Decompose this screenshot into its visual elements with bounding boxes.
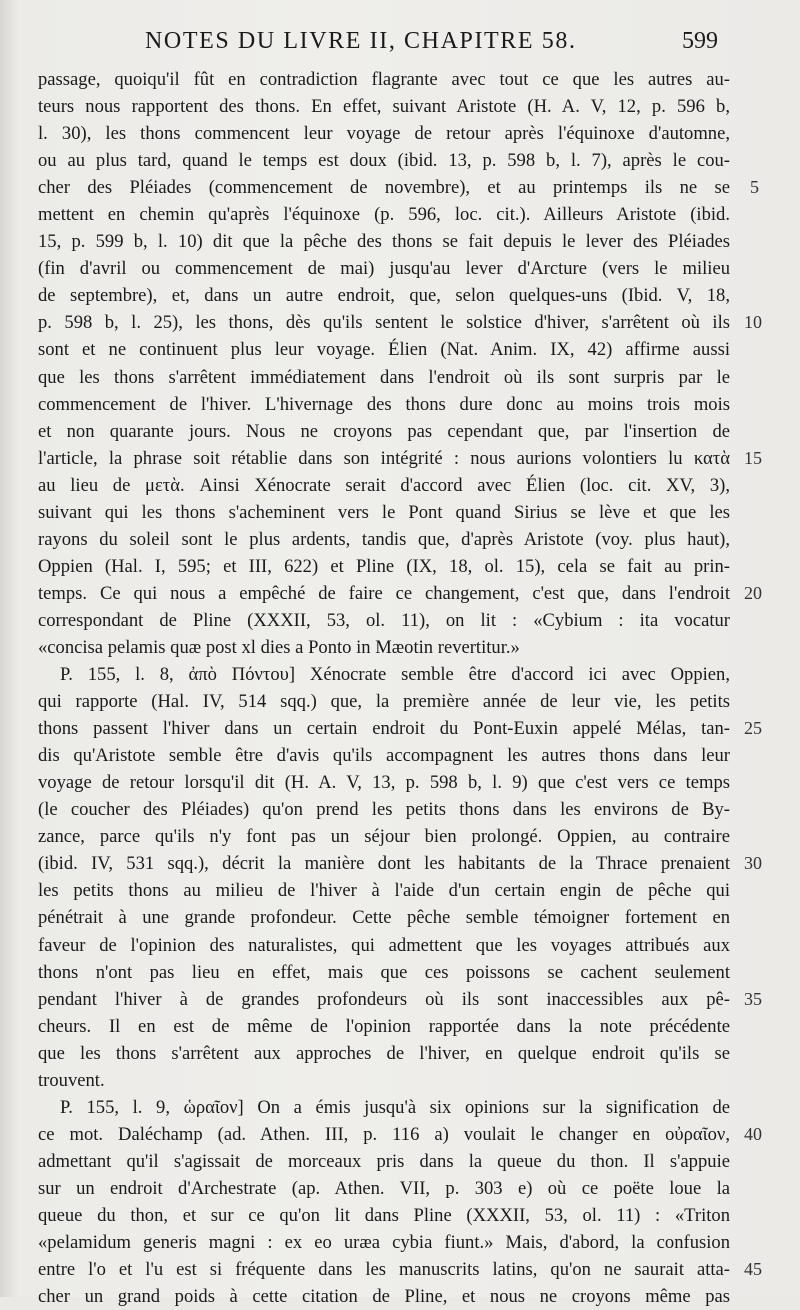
text-line: suivant qui les thons s'acheminent vers le Pont quand Sirius se lève et que les: [38, 501, 730, 523]
text-line: faveur de l'opinion des naturalistes, qui admettent que les voyages attribués aux: [38, 934, 730, 956]
page-header: [0, 22, 800, 62]
text-line: voyage de retour lorsqu'il dit (H. A. V, 13, p. 598 b, l. 9) que c'est vers ce temps: [38, 772, 730, 794]
text-line: dis qu'Aristote semble être d'avis qu'ils accompagnent les autres thons dans leur: [38, 745, 730, 767]
text-line: et non quarante jours. Nous ne croyons pas cependant que, par l'insertion de: [38, 420, 730, 442]
line-number: 45: [744, 1259, 762, 1280]
text-line: P. 155, l. 9, ὡραῖον] On a émis jusqu'à six opinions sur la signification de: [60, 1096, 730, 1118]
line-number: 25: [744, 718, 762, 739]
text-line: passage, quoiqu'il fût en contradiction flagrante avec tout ce que les autres au-: [38, 69, 730, 90]
text-line: P. 155, l. 8, ἀπὸ Πόντου] Xénocrate semble être d'accord ici avec Oppien,: [60, 664, 730, 686]
text-line: zance, parce qu'ils n'y font pas un séjour bien prolongé. Oppien, au contraire: [38, 826, 730, 848]
line-number: 20: [744, 582, 762, 603]
text-line: mettent en chemin qu'après l'équinoxe (p. 596, loc. cit.). Ailleurs Aristote (ibid.: [38, 204, 730, 226]
text-line: que les thons s'arrêtent immédiatement dans l'endroit où ils sont surpris par le: [38, 366, 730, 388]
text-line: queue du thon, et sur ce qu'on lit dans Pline (XXXII, 53, ol. 11) : «Triton: [38, 1204, 730, 1226]
text-line: 15, p. 599 b, l. 10) dit que la pêche des thons se fait depuis le lever des Pléiades: [38, 231, 730, 253]
text-line: entre l'o et l'u est si fréquente dans les manuscrits latins, qu'on ne saurait atta-: [38, 1259, 730, 1281]
text-line: l. 30), les thons commencent leur voyage de retour après l'équinoxe d'automne,: [38, 123, 730, 145]
text-line: cher des Pléiades (commencement de novembre), et au printemps ils ne se: [38, 177, 730, 199]
text-line: cheurs. Il en est de même de l'opinion rapportée dans la note précédente: [38, 1015, 730, 1037]
page-number: 599: [682, 28, 718, 54]
line-number: 15: [744, 447, 762, 468]
text-line: (ibid. IV, 531 sqq.), décrit la manière dont les habitants de la Thrace prenaient: [38, 853, 730, 875]
text-line: p. 598 b, l. 25), les thons, dès qu'ils sentent le solstice d'hiver, s'arrêtent où ils: [38, 312, 730, 334]
text-line: que les thons s'arrêtent aux approches de l'hiver, en quelque endroit qu'ils se: [38, 1042, 730, 1064]
text-line: ce mot. Daléchamp (ad. Athen. III, p. 116 a) voulait le changer en οὐραῖον,: [38, 1123, 730, 1145]
body-text: [38, 66, 762, 1310]
text-line: teurs nous rapportent des thons. En effet, suivant Aristote (H. A. V, 12, p. 596 b,: [38, 96, 730, 118]
line-number: 35: [744, 988, 762, 1009]
line-number: 30: [744, 853, 762, 874]
line-number: 40: [744, 1123, 762, 1144]
text-line: commencement de l'hiver. L'hivernage des thons dure donc au moins trois mois: [38, 393, 730, 415]
text-line: cher un grand poids à cette citation de Pline, et nous ne croyons même pas: [38, 1286, 730, 1308]
text-line: thons n'ont pas lieu en effet, mais que ces poissons se cachent seulement: [38, 961, 730, 983]
text-line: (le coucher des Pléiades) qu'on prend les petits thons dans les environs de By-: [38, 799, 730, 821]
text-line: qui rapporte (Hal. IV, 514 sqq.) que, la première année de leur vie, les petits: [38, 691, 730, 713]
text-line: rayons du soleil sont le plus ardents, tandis que, d'après Aristote (voy. plus haut),: [38, 528, 730, 550]
line-number: 10: [744, 312, 762, 333]
text-line: (fin d'avril ou commencement de mai) jusqu'au lever d'Arcture (vers le milieu: [38, 258, 730, 280]
text-line: au lieu de μετὰ. Ainsi Xénocrate serait d'accord avec Élien (loc. cit. XV, 3),: [38, 474, 730, 496]
text-line: de septembre), et, dans un autre endroit, que, selon quelques-uns (Ibid. V, 18,: [38, 285, 730, 307]
text-line: correspondant de Pline (XXXII, 53, ol. 11), on lit : «Cybium : ita vocatur: [38, 609, 730, 631]
text-line: trouvent.: [38, 1069, 105, 1091]
text-line: ou au plus tard, quand le temps est doux (ibid. 13, p. 598 b, l. 7), après le cou-: [38, 150, 730, 172]
text-line: thons passent l'hiver dans un certain endroit du Pont-Euxin appelé Mélas, tan-: [38, 718, 730, 740]
text-line: sur un endroit d'Archestrate (ap. Athen. VII, p. 303 e) où ce poëte loue la: [38, 1177, 730, 1199]
text-line: pendant l'hiver à de grandes profondeurs où ils sont inaccessibles aux pê-: [38, 988, 730, 1010]
running-head: NOTES DU LIVRE II, CHAPITRE 58.: [145, 28, 577, 54]
text-line: temps. Ce qui nous a empêché de faire ce changement, c'est que, dans l'endroit: [38, 582, 730, 604]
text-line: pénétrait à une grande profondeur. Cette pêche semble témoigner fortement en: [38, 907, 730, 929]
line-number: 5: [750, 177, 759, 198]
text-line: «pelamidum generis magni : ex eo uræa cybia fiunt.» Mais, d'abord, la confusion: [38, 1232, 730, 1254]
text-line: les petits thons au milieu de l'hiver à l'aide d'un certain engin de pêche qui: [38, 880, 730, 902]
text-line: l'article, la phrase soit rétablie dans son intégrité : nous aurions volontiers lu κατὰ: [38, 447, 730, 469]
text-line: admettant qu'il s'agissait de morceaux pris dans la queue du thon. Il s'appuie: [38, 1150, 730, 1172]
text-line: Oppien (Hal. I, 595; et III, 622) et Pline (IX, 18, ol. 15), cela se fait au prin-: [38, 555, 730, 577]
text-line: sont et ne continuent plus leur voyage. Élien (Nat. Anim. IX, 42) affirme aussi: [38, 339, 730, 361]
text-line: «concisa pelamis quæ post xl dies a Ponto in Mæotin revertitur.»: [38, 636, 520, 658]
